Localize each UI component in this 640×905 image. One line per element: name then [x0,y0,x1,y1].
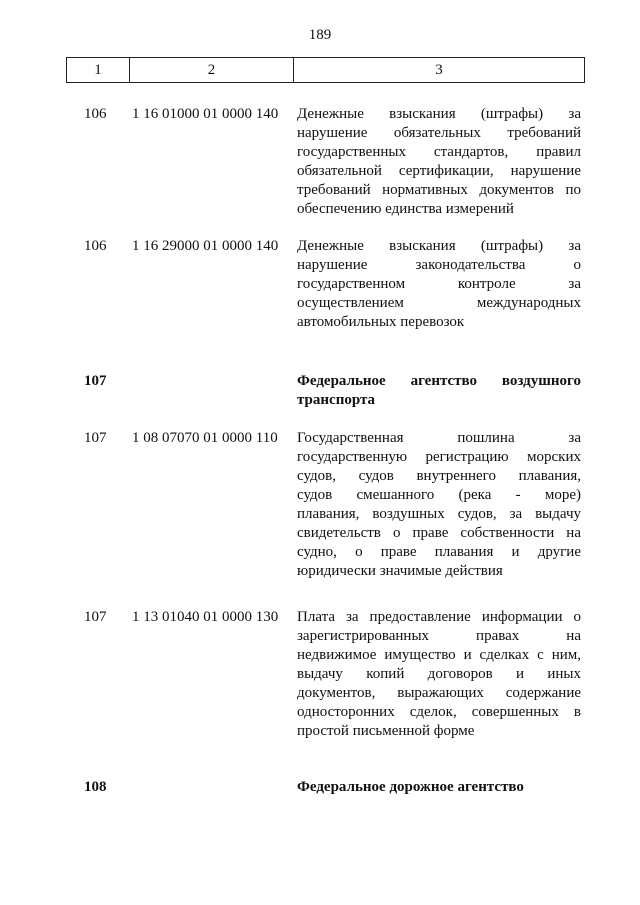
row-description [297,429,581,581]
description-line: Федеральное дорожное агентство [297,779,524,795]
row-number: 107 [84,609,107,625]
description-line: Денежные взыскания (штрафы) за [297,106,581,122]
description-line: государственных стандартов, правил [297,144,581,160]
description-line: односторонних сделок, совершенных в [297,704,581,720]
row-code: 1 16 01000 01 0000 140 [132,106,279,122]
row-code: 1 13 01040 01 0000 130 [132,609,279,625]
description-line: Денежные взыскания (штрафы) за [297,238,581,254]
table-header [66,57,585,83]
agency-title [297,778,581,797]
row-number: 108 [84,779,107,795]
row-description [297,105,581,219]
row-code: 1 16 29000 01 0000 140 [132,238,279,254]
description-line: Государственная пошлина за [297,430,581,446]
header-col-3: 3 [435,62,443,78]
row-number: 106 [84,106,107,122]
description-line: нарушение обязательных требований [297,125,581,141]
description-line: недвижимое имущество и сделках с ним, [297,647,581,663]
description-line: выдачу копий договоров и иных [297,666,581,682]
description-line: судов смешанного (река - море) [297,487,581,503]
description-line: государственном контроле за [297,276,581,292]
row-description [297,608,581,741]
row-number: 107 [84,430,107,446]
agency-title [297,372,581,410]
description-line: зарегистрированных правах на [297,628,581,644]
description-line: судов, судов внутреннего плавания, [297,468,581,484]
description-line: Федеральное агентство воздушного [297,373,581,389]
description-line: осуществлением международных [297,295,581,311]
description-line: требований нормативных документов по [297,182,581,198]
description-line: простой письменной форме [297,723,475,739]
header-col-2: 2 [130,58,294,82]
description-line: плавания, воздушных судов, за выдачу [297,506,581,522]
description-line: судно, о праве плавания и другие [297,544,581,560]
page-number: 189 [308,27,332,43]
description-line: свидетельств о праве собственности на [297,525,581,541]
row-description [297,237,581,332]
description-line: транспорта [297,392,376,408]
description-line: нарушение законодательства о [297,257,581,273]
description-line: обязательной сертификации, нарушение [297,163,581,179]
description-line: юридически значимые действия [297,563,503,579]
row-number: 107 [84,373,107,389]
description-line: Плата за предоставление информации о [297,609,581,625]
row-number: 106 [84,238,107,254]
description-line: документов, выражающих содержание [297,685,581,701]
description-line: автомобильных перевозок [297,314,465,330]
header-col-1: 1 [67,58,130,82]
description-line: обеспечению единства измерений [297,201,514,217]
description-line: государственную регистрацию морских [297,449,581,465]
row-code: 1 08 07070 01 0000 110 [132,430,278,446]
